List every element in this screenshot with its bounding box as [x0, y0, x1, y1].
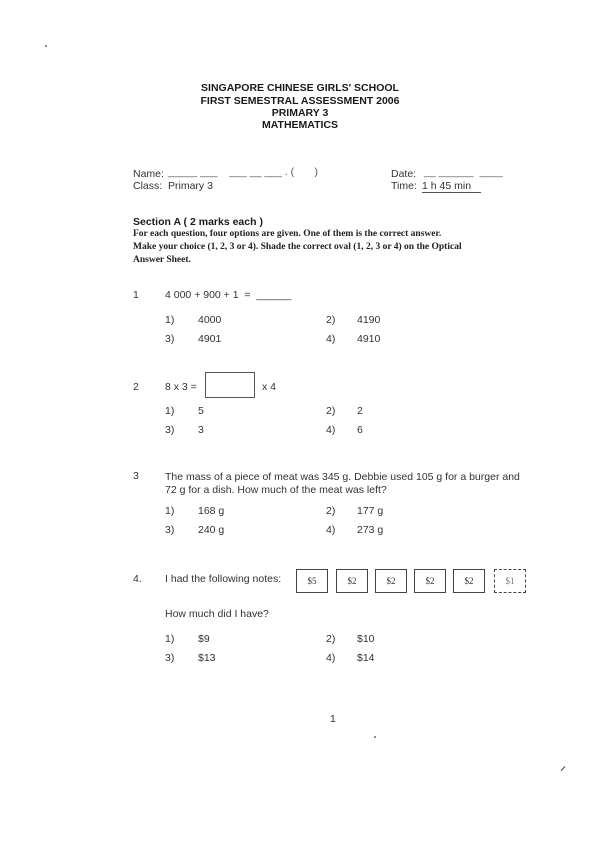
school-name: SINGAPORE CHINESE GIRLS' SCHOOL [201, 82, 399, 94]
scan-mark [561, 766, 566, 771]
scan-speck [374, 736, 376, 738]
name-label: Name: [133, 168, 164, 180]
option-value: 4910 [357, 333, 381, 345]
assessment-title: FIRST SEMESTRAL ASSESSMENT 2006 [200, 95, 400, 107]
answer-box [205, 372, 255, 398]
bank-note: $1 [494, 569, 526, 593]
option-value: $14 [357, 652, 375, 664]
option-value: $13 [198, 652, 216, 664]
option-value: 4190 [357, 314, 381, 326]
option-value: 273 g [357, 524, 384, 536]
option-value: 168 g [198, 505, 225, 517]
option-label: 3) [165, 333, 175, 345]
question-number: 4. [133, 573, 142, 585]
option-value: 240 g [198, 524, 225, 536]
class-label: Class: [133, 180, 163, 192]
option-value: 2 [357, 405, 363, 417]
section-instructions-1: For each question, four options are given. One of them is the correct answer. [133, 229, 442, 239]
option-label: 3) [165, 424, 175, 436]
option-label: 4) [326, 652, 336, 664]
question-prompt: How much did I have? [165, 608, 269, 620]
section-instructions-3: Answer Sheet. [133, 255, 191, 265]
option-label: 2) [326, 633, 336, 645]
bank-note: $2 [414, 569, 446, 593]
option-value: 3 [198, 424, 204, 436]
date-label: Date: [391, 168, 417, 180]
scan-speck [45, 45, 47, 47]
question-number: 3 [133, 470, 139, 482]
option-value: $9 [198, 633, 210, 645]
option-value: 5 [198, 405, 204, 417]
option-value: 4000 [198, 314, 222, 326]
option-label: 4) [326, 524, 336, 536]
page-number: 1 [330, 713, 336, 725]
question-line-1: The mass of a piece of meat was 345 g. Debbie used 105 g for a burger and [165, 471, 520, 483]
option-label: 1) [165, 633, 175, 645]
option-value: $10 [357, 633, 375, 645]
question-text: 4 000 + 900 + 1 = ______ [165, 289, 292, 301]
option-label: 3) [165, 524, 175, 536]
bank-notes [296, 569, 532, 593]
option-value: 4901 [198, 333, 222, 345]
class-value: Primary 3 [168, 180, 213, 192]
question-text-left: 8 x 3 = [165, 381, 197, 393]
time-label: Time: [391, 180, 417, 192]
option-label: 2) [326, 505, 336, 517]
question-text: I had the following notes: [165, 573, 282, 585]
option-label: 4) [326, 333, 336, 345]
question-line-2: 72 g for a dish. How much of the meat was left? [165, 484, 387, 496]
option-label: 1) [165, 505, 175, 517]
option-label: 1) [165, 405, 175, 417]
bank-note: $5 [296, 569, 328, 593]
date-blank: __ ______ ____ [424, 166, 503, 178]
bank-note: $2 [375, 569, 407, 593]
level-title: PRIMARY 3 [271, 107, 329, 119]
time-value: 1 h 45 min [422, 180, 481, 193]
option-value: 6 [357, 424, 363, 436]
subject-title: MATHEMATICS [261, 119, 339, 131]
question-number: 1 [133, 289, 139, 301]
bank-note: $2 [336, 569, 368, 593]
option-label: 2) [326, 405, 336, 417]
question-number: 2 [133, 381, 139, 393]
bank-note: $2 [453, 569, 485, 593]
name-blank: _____ ___ ___ __ ___ . ( ) [168, 166, 319, 178]
option-label: 2) [326, 314, 336, 326]
section-title: Section A ( 2 marks each ) [133, 216, 263, 228]
option-value: 177 g [357, 505, 384, 517]
option-label: 1) [165, 314, 175, 326]
option-label: 4) [326, 424, 336, 436]
question-text-right: x 4 [262, 381, 277, 393]
section-instructions-2: Make your choice (1, 2, 3 or 4). Shade the correct oval (1, 2, 3 or 4) on the Optical [133, 242, 462, 252]
option-label: 3) [165, 652, 175, 664]
